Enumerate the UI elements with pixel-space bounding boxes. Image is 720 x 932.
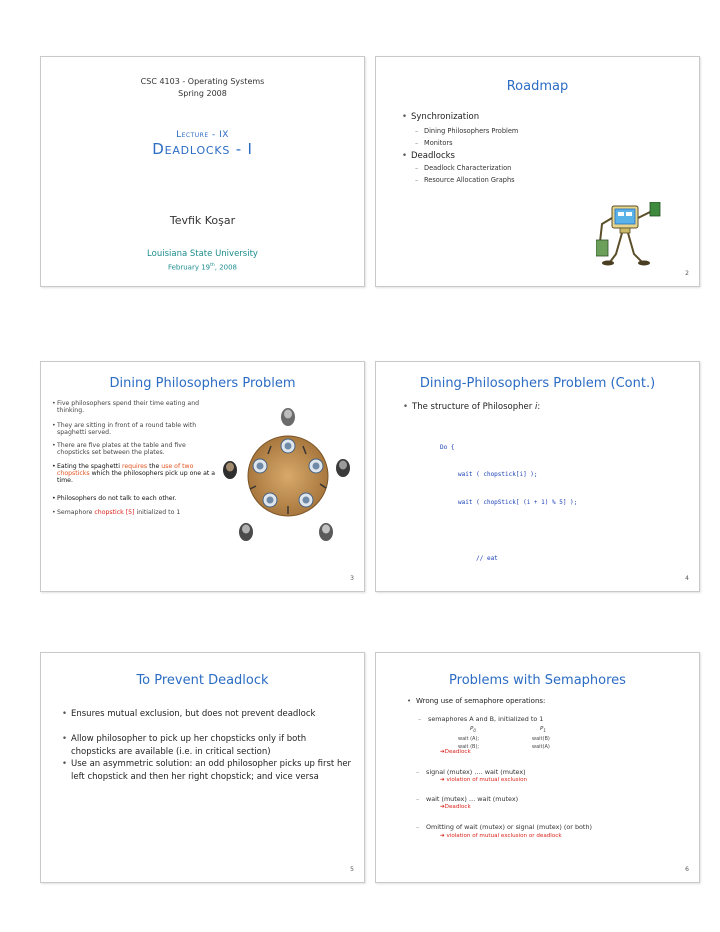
p1-operations: wait(B) wait(A): [532, 736, 550, 750]
slide-title: Dining-Philosophers Problem (Cont.): [419, 376, 656, 391]
subitem-text: – wait (mutex) … wait (mutex): [426, 795, 518, 803]
roadmap-subitem: – Monitors: [424, 139, 453, 147]
result-text: ➔ violation of mutual exclusion or deadlock: [440, 833, 562, 839]
result-text: ➔ violation of mutual exclusion: [440, 777, 528, 783]
slide-title: Problems with Semaphores: [449, 673, 626, 688]
slide-dining-philosophers-cont: [375, 361, 700, 592]
course-term: Spring 2008: [178, 89, 227, 98]
page-number: 3: [350, 575, 354, 582]
p0-operations: wait (A); wait (B);: [458, 736, 480, 750]
bullet-text: • There are five plates at the table and five chopsticks set between the plates.: [57, 442, 207, 456]
slide-title: To Prevent Deadlock: [136, 673, 269, 688]
roadmap-subitem: – Dining Philosophers Problem: [424, 127, 518, 135]
roadmap-item: • Synchronization: [411, 112, 479, 122]
bullet-text: • Eating the spaghetti requires the use of two chopsticks which the philosophers pick up one at a time.: [57, 463, 217, 484]
code-line: // eat: [440, 555, 498, 563]
bullet-text: • Philosophers do not talk to each other.: [57, 495, 217, 502]
university-name: Louisiana State University: [147, 249, 258, 259]
slide-problems-semaphores: [375, 652, 700, 883]
slide-title: Roadmap: [506, 79, 569, 94]
computer-mascot-icon: [596, 202, 668, 267]
bullet-text: • Semaphore chopstick [5] initialized to 1: [57, 509, 217, 516]
bullet-text: • Allow philosopher to pick up her chopsticks only if both chopsticks are available (i.e. in critical section): [71, 733, 341, 758]
bullet-text: • Use an asymmetric solution: an odd philosopher picks up first her left chopstick and then her right chopstick; and vice versa: [71, 758, 356, 783]
bullet-text: • Ensures mutual exclusion, but does not prevent deadlock: [71, 708, 341, 721]
code-line: wait ( chopStick[ (i + 1) % 5] );: [440, 499, 578, 507]
bullet-text: • They are sitting in front of a round table with spaghetti served.: [57, 422, 207, 436]
roadmap-subitem: – Deadlock Characterization: [424, 164, 511, 172]
bullet-text: • The structure of Philosopher i:: [412, 402, 540, 412]
page-number: 2: [685, 270, 689, 277]
author-name: Tevfik Koşar: [169, 214, 236, 227]
page-number: 6: [685, 866, 689, 873]
roadmap-item: • Deadlocks: [411, 151, 455, 161]
subitem-text: – Omitting of wait (mutex) or signal (mutex) (or both): [426, 823, 592, 831]
lecture-date: February 19th, 2008: [167, 263, 238, 272]
bullet-text: • Five philosophers spend their time eating and thinking.: [57, 400, 207, 414]
bullet-text: • Wrong use of semaphore operations:: [416, 697, 545, 705]
code-line: [440, 526, 581, 535]
code-line: Do {: [440, 443, 455, 451]
code-block: [440, 424, 581, 592]
subitem-text: – semaphores A and B, initialized to 1: [428, 715, 543, 723]
slide-title: [40, 56, 365, 287]
lecture-number: Lecture - IX: [176, 130, 229, 140]
roadmap-subitem: – Resource Allocation Graphs: [424, 176, 515, 184]
code-line: wait ( chopstick[i] );: [440, 471, 538, 479]
slide-title: Dining Philosophers Problem: [109, 376, 296, 391]
course-name: CSC 4103 - Operating Systems: [140, 77, 265, 86]
page-number: 5: [350, 866, 354, 873]
process-p1-label: $P_1$: [540, 726, 546, 734]
lecture-topic: Deadlocks - I: [152, 140, 253, 158]
process-p0-label: $P_0$: [470, 726, 476, 734]
result-text: ➔Deadlock: [440, 749, 471, 755]
result-text: ➔Deadlock: [440, 804, 471, 810]
slide-prevent-deadlock: [40, 652, 365, 883]
slide-dining-philosophers: [40, 361, 365, 592]
code-line: [440, 582, 581, 591]
subitem-text: – signal (mutex) …. wait (mutex): [426, 768, 526, 776]
slide-roadmap: [375, 56, 700, 287]
page-number: 4: [685, 575, 689, 582]
dining-table-illustration: [216, 402, 361, 547]
